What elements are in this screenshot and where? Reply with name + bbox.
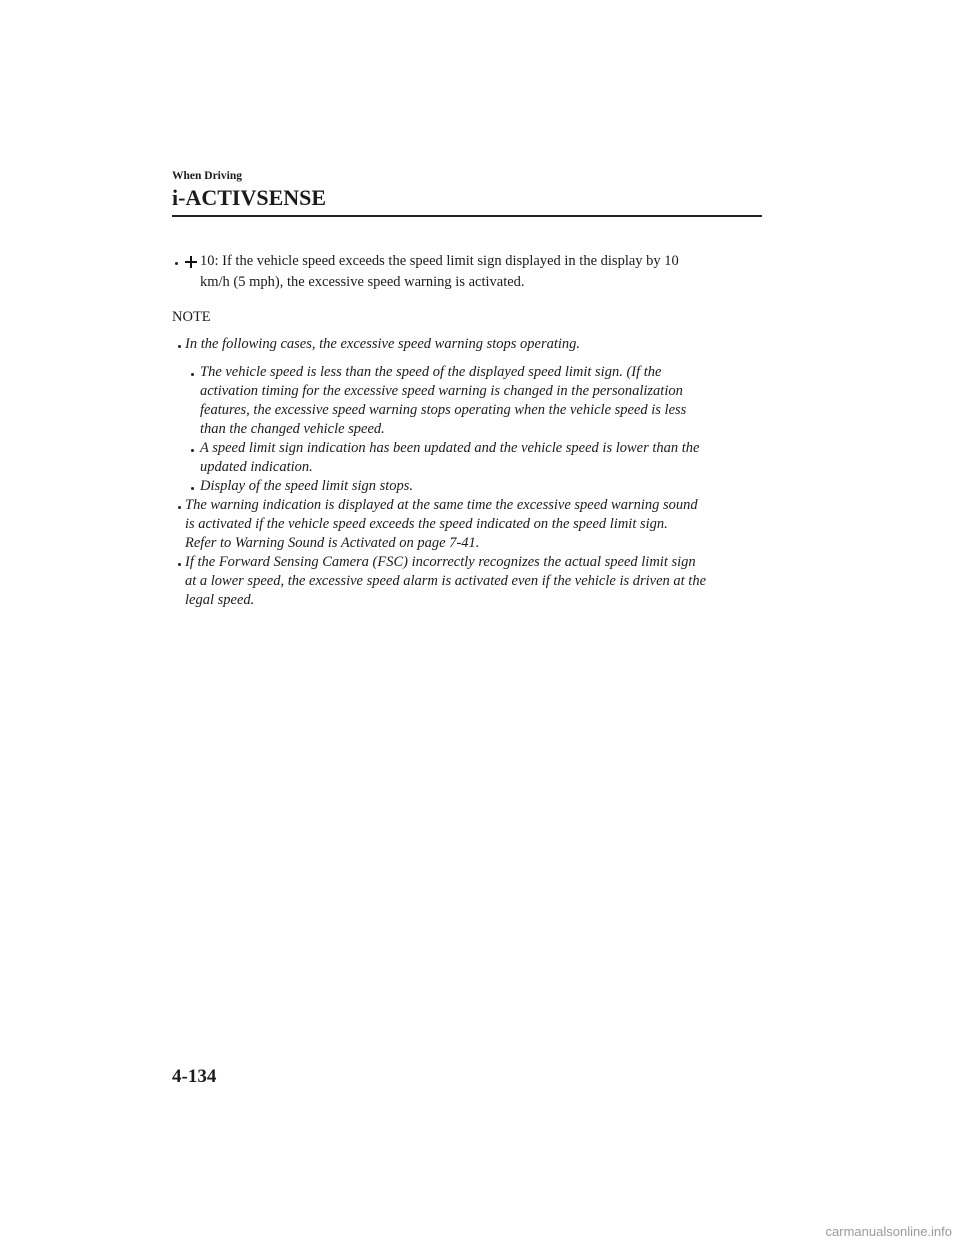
note-item-line: The warning indication is displayed at the same time the excessive speed warning sound [185, 497, 698, 513]
site-watermark: carmanualsonline.info [825, 1224, 952, 1239]
note-subitem-line: A speed limit sign indication has been updated and the vehicle speed is lower than the [200, 440, 700, 456]
note-item-line: at a lower speed, the excessive speed alarm is activated even if the vehicle is driven at the [185, 573, 707, 589]
note-subitem-line: features, the excessive speed warning stops operating when the vehicle speed is less [200, 402, 687, 418]
note-item-line: In the following cases, the excessive speed warning stops operating. [185, 336, 581, 352]
bullet-marker [178, 506, 181, 509]
note-subitem-line: than the changed vehicle speed. [200, 421, 385, 437]
cross-reference-line: Refer to Warning Sound is Activated on page 7-41. [185, 535, 480, 551]
bullet-marker [175, 262, 178, 265]
title-divider [172, 215, 762, 217]
section-label: When Driving [172, 170, 242, 182]
note-subitem-line: activation timing for the excessive speed warning is changed in the personalization [200, 383, 683, 399]
bullet-marker [178, 563, 181, 566]
note-item-line: If the Forward Sensing Camera (FSC) incorrectly recognizes the actual speed limit sign [185, 554, 696, 570]
note-item-line: legal speed. [185, 592, 255, 608]
note-item-line: is activated if the vehicle speed exceeds the speed indicated on the speed limit sign. [185, 516, 668, 532]
note-subitem-line: Display of the speed limit sign stops. [200, 478, 414, 494]
bullet-marker [178, 345, 181, 348]
option-text-line: km/h (5 mph), the excessive speed warning is activated. [200, 274, 525, 290]
note-subitem-line: The vehicle speed is less than the speed of the displayed speed limit sign. (If the [200, 364, 662, 380]
sub-bullet-marker [191, 449, 194, 452]
page-number: 4-134 [172, 1066, 217, 1087]
page-title: i-ACTIVSENSE [172, 185, 327, 210]
sub-bullet-marker [191, 373, 194, 376]
note-label: NOTE [172, 309, 211, 325]
plus-icon [185, 256, 197, 268]
note-subitem-line: updated indication. [200, 459, 313, 475]
sub-bullet-marker [191, 487, 194, 490]
option-text-line: 10: If the vehicle speed exceeds the speed limit sign displayed in the display by 10 [200, 253, 679, 269]
